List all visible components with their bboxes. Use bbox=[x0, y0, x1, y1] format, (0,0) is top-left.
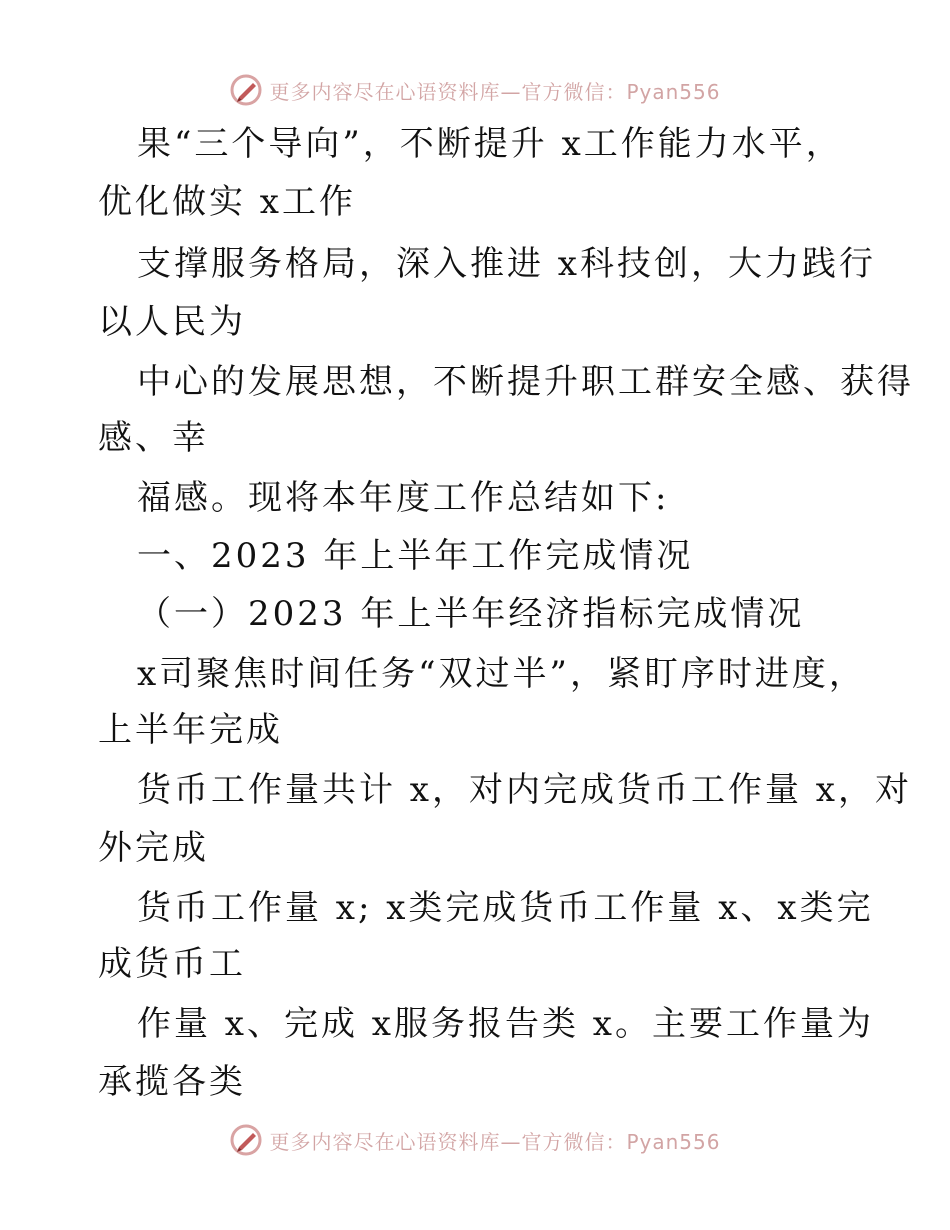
text-line: 上半年完成 bbox=[98, 710, 283, 750]
text-line: 支撑服务格局，深入推进 x科技创，大力践行 bbox=[137, 244, 876, 284]
text-line: 外完成 bbox=[98, 828, 209, 868]
pen-logo-icon bbox=[229, 1123, 263, 1157]
watermark-footer bbox=[0, 1120, 950, 1160]
text-line: 作量 x、完成 x服务报告类 x。主要工作量为 bbox=[137, 1004, 874, 1044]
pen-logo-icon bbox=[229, 73, 263, 107]
text-line: 一、2023 年上半年工作完成情况 bbox=[137, 536, 694, 576]
text-line: 货币工作量共计 x，对内完成货币工作量 x，对 bbox=[137, 770, 912, 810]
text-line: x司聚焦时间任务“双过半”，紧盯序时进度， bbox=[137, 654, 866, 694]
text-line: 成货币工 bbox=[98, 944, 246, 984]
text-line: 优化做实 x工作 bbox=[98, 182, 356, 222]
watermark-text: 更多内容尽在心语资料库—官方微信：Pyan556 bbox=[269, 1129, 721, 1154]
watermark-header bbox=[0, 70, 950, 110]
text-line: 货币工作量 x; x类完成货币工作量 x、x类完 bbox=[137, 888, 874, 928]
watermark-text: 更多内容尽在心语资料库—官方微信：Pyan556 bbox=[269, 79, 721, 104]
text-line: 果“三个导向”，不断提升 x工作能力水平， bbox=[137, 124, 843, 164]
text-line: 福感。现将本年度工作总结如下: bbox=[137, 478, 670, 518]
text-line: 中心的发展思想，不断提升职工群安全感、获得 bbox=[137, 362, 914, 402]
text-line: 承揽各类 bbox=[98, 1062, 246, 1102]
text-line: （一）2023 年上半年经济指标完成情况 bbox=[137, 594, 805, 634]
text-line: 以人民为 bbox=[98, 302, 246, 342]
text-line: 感、幸 bbox=[98, 418, 209, 458]
